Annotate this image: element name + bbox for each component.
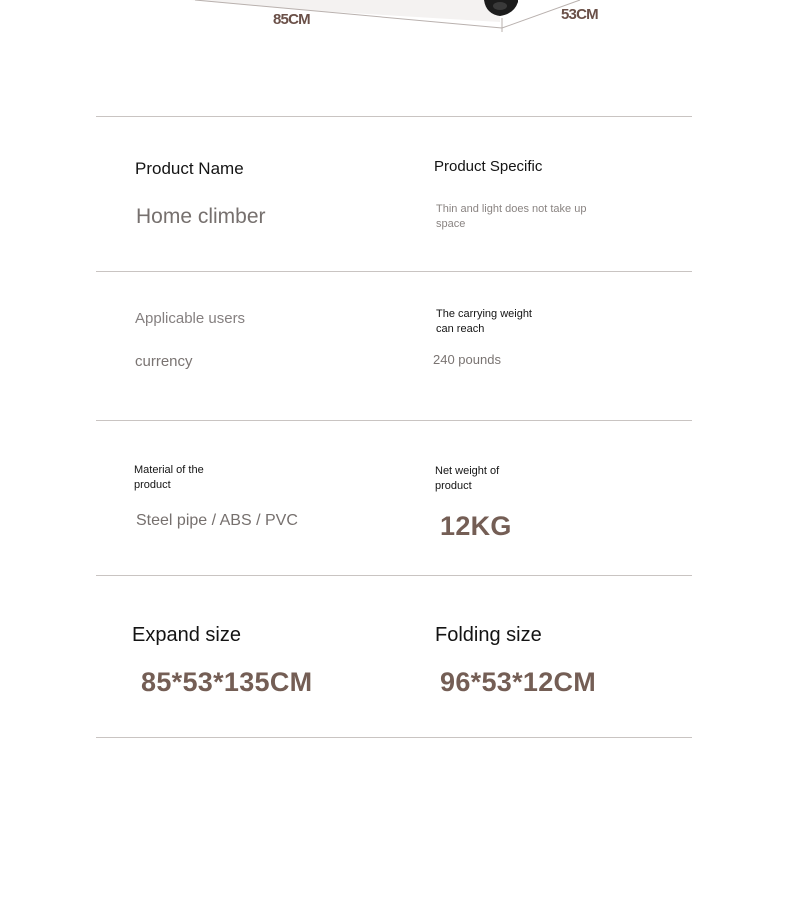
expand-size-label: Expand size bbox=[132, 624, 241, 646]
material-label-line2: product bbox=[134, 479, 171, 491]
product-name-label: Product Name bbox=[135, 159, 244, 178]
applicable-users-label: Applicable users bbox=[135, 310, 246, 327]
product-dimension-drawing bbox=[0, 0, 790, 60]
divider bbox=[96, 420, 692, 421]
net-weight-value: 12KG bbox=[440, 511, 512, 541]
material-label-line1: Material of the bbox=[134, 464, 204, 476]
length-dimension-label: 85CM bbox=[273, 11, 310, 28]
material-label bbox=[134, 463, 204, 493]
product-specific-value-line2: space bbox=[436, 218, 466, 230]
material-value: Steel pipe / ABS / PVC bbox=[136, 512, 298, 529]
carrying-weight-label-line2: can reach bbox=[436, 323, 485, 335]
divider bbox=[96, 271, 692, 272]
width-dimension-label: 53CM bbox=[561, 6, 598, 23]
product-specific-value-line1: Thin and light does not take up bbox=[436, 203, 587, 215]
divider bbox=[96, 575, 692, 576]
net-weight-label bbox=[435, 464, 499, 494]
product-specific-value bbox=[436, 202, 586, 232]
net-weight-label-line2: product bbox=[435, 480, 472, 492]
expand-size-value: 85*53*135CM bbox=[141, 667, 313, 697]
product-specific-label: Product Specific bbox=[434, 158, 543, 175]
carrying-weight-label bbox=[436, 307, 532, 337]
divider bbox=[96, 737, 692, 738]
net-weight-label-line1: Net weight of bbox=[435, 465, 500, 477]
folding-size-value: 96*53*12CM bbox=[440, 667, 597, 697]
applicable-users-value: currency bbox=[135, 353, 193, 370]
divider bbox=[96, 116, 692, 117]
product-name-value: Home climber bbox=[136, 205, 266, 228]
folding-size-label: Folding size bbox=[435, 624, 542, 646]
carrying-weight-label-line1: The carrying weight bbox=[436, 308, 532, 320]
carrying-weight-value: 240 pounds bbox=[433, 352, 501, 367]
